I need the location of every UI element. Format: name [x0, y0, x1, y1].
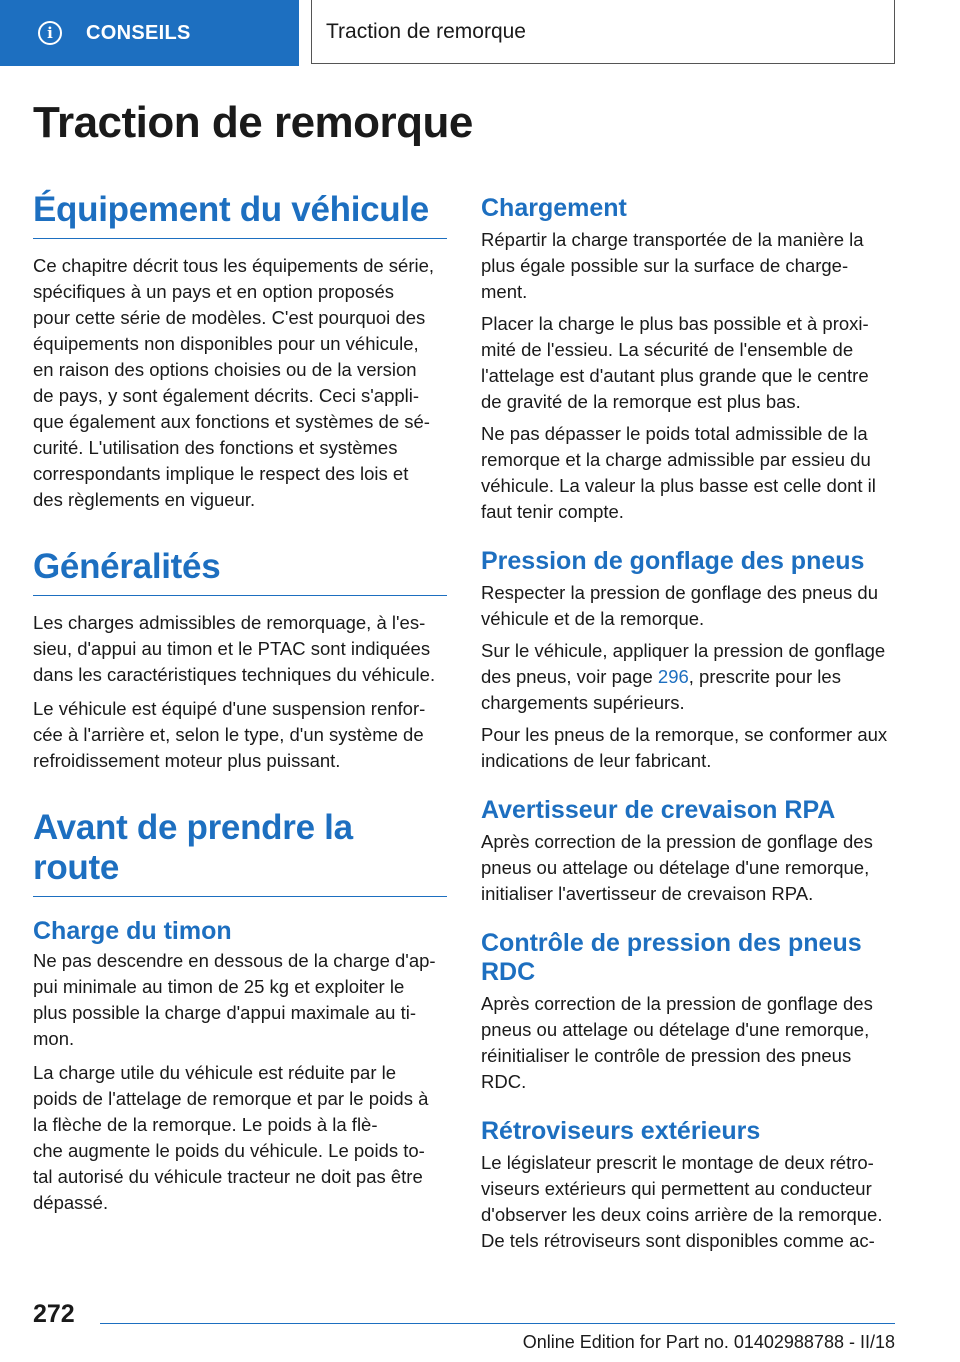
- heading-chargement: Chargement: [481, 194, 627, 222]
- heading-pression-gonflage: Pression de gonflage des pneus: [481, 547, 865, 575]
- paragraph-pression-2: Sur le véhicule, appliquer la pression de gonflage des pneus, voir page 296, prescrite pour les chargements supérieurs.: [481, 640, 886, 713]
- page-title: Traction de remorque: [33, 98, 473, 147]
- paragraph-generalites-1: Les charges admissibles de remorquage, à l'es‐ sieu, d'appui au timon et le PTAC sont indiquées dans les caractéristiques techniques du véhicule.: [33, 612, 436, 685]
- paragraph-equipement: Ce chapitre décrit tous les équipements de série, spécifiques à un pays et en option proposés pour cette série de modèles. C'est pourquoi des équipements non disponibles pour un véhicule, en raison des options choisies ou de la version de pays, y sont également décrits. Ceci s'appli‐ que également aux fonctions et systèmes de sé‐ curité. L'utilisation des fonctions et systèmes correspondants implique le respect des lois et des règlements en vigueur.: [33, 255, 435, 510]
- paragraph-generalites-2: Le véhicule est équipé d'une suspension renfor‐ cée à l'arrière et, selon le type, d'un système de refroidissement moteur plus puissant.: [33, 698, 426, 771]
- heading-controle-rdc: Contrôle de pression des pneus RDC: [481, 929, 862, 986]
- heading-equipement: Équipement du véhicule: [33, 190, 447, 239]
- paragraph-pression-3: Pour les pneus de la remorque, se conformer aux indications de leur fabricant.: [481, 724, 888, 771]
- heading-retroviseurs: Rétroviseurs extérieurs: [481, 1117, 761, 1145]
- info-icon: i: [38, 21, 62, 45]
- header-tab-label: CONSEILS: [86, 21, 191, 44]
- paragraph-retroviseurs: Le législateur prescrit le montage de deux rétro‐ viseurs extérieurs qui permettent au conducteur d'observer les deux coins arrière de la remorque. De tels rétroviseurs sont disponibles comme ac‐: [481, 1152, 883, 1251]
- left-column: [33, 190, 447, 1216]
- header-section-title: Traction de remorque: [326, 19, 526, 43]
- heading-avant-route: Avant de prendre la route: [33, 808, 447, 897]
- page-link-296[interactable]: 296: [657, 666, 689, 687]
- header-tab-conseils[interactable]: [0, 0, 299, 66]
- footer-edition-text: Online Edition for Part no. 01402988788 - II/18: [522, 1332, 895, 1352]
- right-column: [481, 194, 895, 1254]
- paragraph-chargement-3: Ne pas dépasser le poids total admissible de la remorque et la charge admissible par essieu du véhicule. La valeur la plus basse est celle dont il faut tenir compte.: [481, 423, 876, 522]
- paragraph-pression-1: Respecter la pression de gonflage des pneus du véhicule et de la remorque.: [481, 582, 878, 629]
- paragraph-chargement-2: Placer la charge le plus bas possible et à proxi‐ mité de l'essieu. La sécurité de l'ensemble de l'attelage est d'autant plus grande que le centre de gravité de la remorque est plus bas.: [481, 313, 869, 412]
- paragraph-rpa: Après correction de la pression de gonflage des pneus ou attelage ou dételage d'une remorque, initialiser l'avertisseur de crevaison RPA.: [481, 831, 873, 904]
- footer-divider: [100, 1323, 895, 1324]
- paragraph-charge-timon-1: Ne pas descendre en dessous de la charge d'ap‐ pui minimale au timon de 25 kg et exploiter le plus possible la charge d'appui maximale au ti‐ mon.: [33, 950, 436, 1049]
- paragraph-charge-timon-2: La charge utile du véhicule est réduite par le poids de l'attelage de remorque et par le poids à la flèche de la remorque. Le poids à la flè‐ che augmente le poids du véhicule. Le poids to‐ tal autorisé du véhicule tracteur ne doit pas être dépassé.: [33, 1062, 429, 1213]
- heading-avertisseur-rpa: Avertisseur de crevaison RPA: [481, 796, 836, 824]
- heading-generalites: Généralités: [33, 547, 447, 596]
- paragraph-rdc: Après correction de la pression de gonflage des pneus ou attelage ou dételage d'une remorque, réinitialiser le contrôle de pression des pneus RDC.: [481, 993, 873, 1092]
- paragraph-chargement-1: Répartir la charge transportée de la manière la plus égale possible sur la surface de charge‐ ment.: [481, 229, 864, 302]
- header-section-box: [311, 0, 895, 64]
- page-number: 272: [33, 1300, 75, 1328]
- heading-charge-timon: Charge du timon: [33, 917, 232, 945]
